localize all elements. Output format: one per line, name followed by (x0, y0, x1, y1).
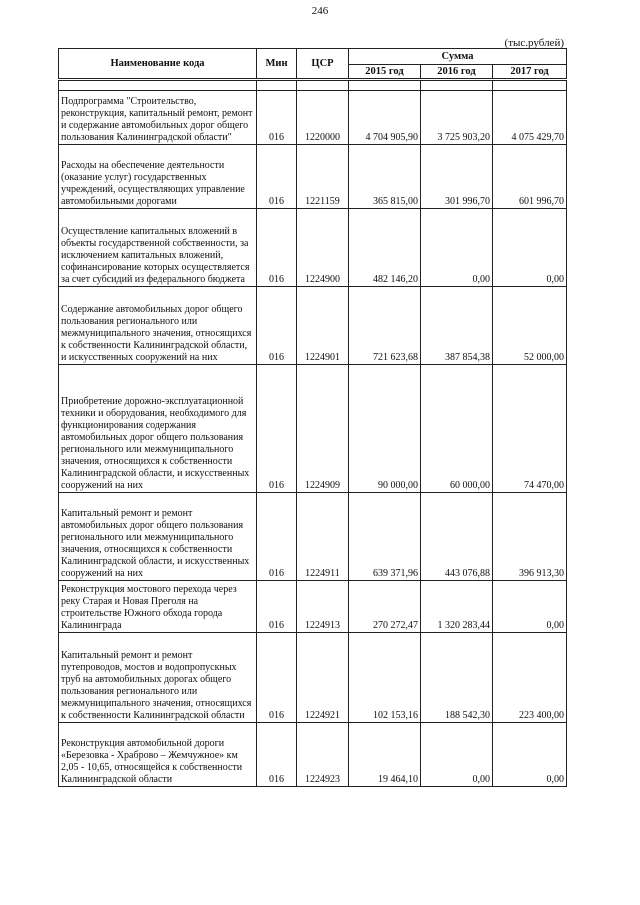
table-row (59, 633, 567, 723)
row-csr: 1224911 (297, 493, 349, 581)
row-min: 016 (257, 287, 297, 365)
spacer-row (59, 80, 567, 91)
row-2015: 270 272,47 (349, 581, 421, 633)
table-row (59, 209, 567, 287)
row-csr: 1224909 (297, 365, 349, 493)
row-csr: 1220000 (297, 91, 349, 145)
row-2015: 102 153,16 (349, 633, 421, 723)
table-row (59, 287, 567, 365)
row-2017: 396 913,30 (493, 493, 567, 581)
row-2017: 0,00 (493, 209, 567, 287)
row-name: Приобретение дорожно-эксплуатационной техники и оборудования, необходимого для функционирования содержания автомобильных дорог общего пользования регионального или межмуниципального значения, относящихся к собственности Калининградской области, и искусственных сооружений на них (59, 365, 257, 493)
row-name: Содержание автомобильных дорог общего пользования регионального или межмуниципального значения, относящихся к собственности Калининградской области, и искусственных сооружений на них (59, 287, 257, 365)
page-number: 246 (311, 5, 329, 17)
header-name: Наименование кода (59, 49, 257, 80)
header-year-2016: 2016 год (421, 65, 493, 80)
row-name: Капитальный ремонт и ремонт путепроводов, мостов и водопропускных труб на автомобильных дорогах общего пользования регионального или межмуниципального значения, относящихся к собственности Калининградской области (59, 633, 257, 723)
table-row (59, 723, 567, 787)
header-csr: ЦСР (297, 49, 349, 80)
row-2015: 365 815,00 (349, 145, 421, 209)
row-name: Реконструкция автомобильной дороги «Березовка - Храброво – Жемчужное» км 2,05 - 10,65, относящейся к собственности Калининградской области (59, 723, 257, 787)
row-2017: 0,00 (493, 723, 567, 787)
row-2017: 74 470,00 (493, 365, 567, 493)
units-label: (тыс.рублей) (504, 37, 564, 49)
header-year-2017: 2017 год (493, 65, 567, 80)
row-min: 016 (257, 581, 297, 633)
row-name: Капитальный ремонт и ремонт автомобильных дорог общего пользования регионального или межмуниципального значения, относящихся к собственности Калининградской области, и искусственных сооружений на них (59, 493, 257, 581)
row-name: Реконструкция мостового перехода через реку Старая и Новая Преголя на строительстве Южного обхода города Калининграда (59, 581, 257, 633)
row-2016: 188 542,30 (421, 633, 493, 723)
header-sum: Сумма (349, 49, 567, 65)
row-2017: 223 400,00 (493, 633, 567, 723)
row-2015: 19 464,10 (349, 723, 421, 787)
header-min: Мин (257, 49, 297, 80)
row-2016: 1 320 283,44 (421, 581, 493, 633)
header-year-2015: 2015 год (349, 65, 421, 80)
row-min: 016 (257, 633, 297, 723)
table-row (59, 581, 567, 633)
row-name: Подпрограмма "Строительство, реконструкция, капитальный ремонт, ремонт и содержание автомобильных дорог общего пользования Калининградской области" (59, 91, 257, 145)
row-2017: 4 075 429,70 (493, 91, 567, 145)
row-csr: 1221159 (297, 145, 349, 209)
row-2015: 482 146,20 (349, 209, 421, 287)
row-min: 016 (257, 91, 297, 145)
row-csr: 1224923 (297, 723, 349, 787)
row-name: Расходы на обеспечение деятельности (оказание услуг) государственных учреждений, осуществляющих управление автомобильными дорогами (59, 145, 257, 209)
table-row (59, 91, 567, 145)
table-row (59, 493, 567, 581)
row-2017: 601 996,70 (493, 145, 567, 209)
row-2015: 721 623,68 (349, 287, 421, 365)
row-2017: 52 000,00 (493, 287, 567, 365)
row-2015: 639 371,96 (349, 493, 421, 581)
row-name: Осуществление капитальных вложений в объекты государственной собственности, за исключением капитальных вложений, софинансирование которых осуществляется за счет субсидий из федерального бюджета (59, 209, 257, 287)
row-2016: 443 076,88 (421, 493, 493, 581)
row-csr: 1224901 (297, 287, 349, 365)
row-2017: 0,00 (493, 581, 567, 633)
row-2016: 0,00 (421, 723, 493, 787)
row-2015: 4 704 905,90 (349, 91, 421, 145)
row-min: 016 (257, 145, 297, 209)
row-min: 016 (257, 493, 297, 581)
row-2016: 387 854,38 (421, 287, 493, 365)
row-2015: 90 000,00 (349, 365, 421, 493)
row-min: 016 (257, 209, 297, 287)
row-2016: 3 725 903,20 (421, 91, 493, 145)
row-min: 016 (257, 365, 297, 493)
budget-table (58, 48, 567, 787)
row-2016: 60 000,00 (421, 365, 493, 493)
table-row (59, 365, 567, 493)
row-csr: 1224913 (297, 581, 349, 633)
row-min: 016 (257, 723, 297, 787)
row-csr: 1224921 (297, 633, 349, 723)
row-2016: 301 996,70 (421, 145, 493, 209)
table-row (59, 145, 567, 209)
row-csr: 1224900 (297, 209, 349, 287)
row-2016: 0,00 (421, 209, 493, 287)
